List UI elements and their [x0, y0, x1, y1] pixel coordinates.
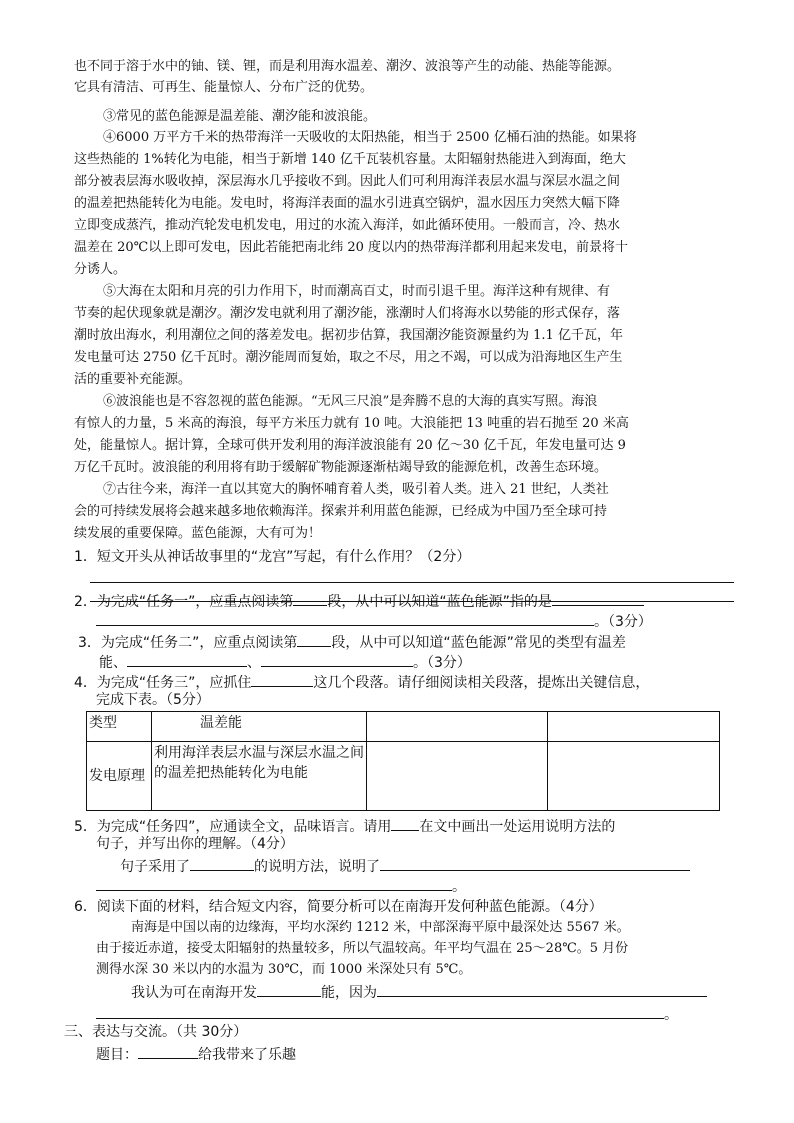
passage-line: 续发展的重要保障。蓝色能源，大有可为！: [74, 526, 322, 541]
answer-blank[interactable]: [257, 982, 321, 997]
question-5-text-d2: 的说明方法，说明了: [254, 859, 380, 875]
answer-blank[interactable]: [190, 856, 254, 871]
question-1: 1．短文开头从神话故事里的“龙宫”写起，有什么作用？（2分）: [74, 549, 471, 565]
answer-blank[interactable]: [96, 876, 452, 891]
table-cell-empty[interactable]: [548, 712, 720, 742]
answer-blank[interactable]: [293, 591, 327, 606]
table-cell-empty[interactable]: [548, 742, 720, 811]
answer-table: [86, 711, 720, 811]
answer-blank[interactable]: [391, 816, 419, 831]
passage-line: 温差在 20℃以上即可发电，因此若能把南北纬 20 度以内的热带海洋都利用起来发电，前景将十: [74, 240, 629, 255]
question-2-continued: [96, 611, 652, 631]
material-line: 测得水深 30 米以内的水温为 30℃，而 1000 米深处只有 5℃。: [96, 962, 472, 977]
question-3-text-b: 段，从中可以知道“蓝色能源”常见的类型有温差: [331, 635, 626, 651]
question-2: [74, 591, 644, 611]
answer-blank[interactable]: [127, 652, 247, 667]
paragraph-4: ④6000 万平方千米的热带海洋一天吸收的太阳热能，相当于 2500 亿桶石油的热能。如果将: [103, 130, 637, 145]
question-4-text-b: 这几个段落。请仔细阅读相关段落，提炼出关键信息，: [313, 675, 650, 691]
passage-line: 它具有清洁、可再生、能量惊人、分布广泛的优势。: [74, 80, 374, 95]
question-6-answer: [131, 982, 707, 1002]
question-6-text-b1: 我认为可在南海开发: [131, 985, 257, 1001]
question-5-text-a: 5．为完成“任务四”，应通读全文，品味语言。请用: [74, 819, 392, 835]
question-6-text-c: 。: [664, 1007, 678, 1023]
answer-blank[interactable]: [377, 982, 707, 997]
paragraph-3: ③常见的蓝色能源是温差能、潮汐能和波浪能。: [103, 109, 377, 124]
question-3-text-c3: 。（3分）: [413, 655, 471, 671]
passage-line: 潮时放出海水，利用潮位之间的落差发电。据初步估算，我国潮汐能资源量约为 1.1 亿千瓦，年: [74, 328, 623, 343]
answer-blank[interactable]: [138, 1044, 198, 1059]
question-2-text-c: 。（3分）: [594, 614, 652, 630]
essay-topic: [96, 1044, 296, 1064]
table-cell-empty[interactable]: [367, 712, 548, 742]
question-5-text-b: 在文中画出一处运用说明方法的: [419, 819, 616, 835]
essay-topic-label: 题目：: [96, 1047, 138, 1063]
question-2-text-a: 2．为完成“任务一”，应重点阅读第: [74, 594, 294, 610]
question-3-text-a: 3．为完成“任务二”，应重点阅读第: [78, 635, 298, 651]
answer-blank[interactable]: [380, 856, 690, 871]
answer-blank[interactable]: [552, 591, 644, 606]
table-header-principle: 发电原理: [87, 742, 152, 811]
question-5-text-d1: 句子采用了: [120, 859, 190, 875]
table-header-type: 类型: [87, 712, 152, 742]
question-6-text-b2: 能，因为: [321, 985, 377, 1001]
essay-topic-text: 给我带来了乐趣: [198, 1047, 296, 1063]
material-line: 由于接近赤道，接受太阳辐射的热量较多，所以气温较高。年平均气温在 25～28℃。5 月份: [96, 941, 629, 956]
passage-line: 处，能量惊人。据计算，全球可供开发利用的海洋波浪能有 20 亿～30 亿千瓦，年发电量可达 9: [74, 438, 626, 453]
question-2-text-b: 段，从中可以知道“蓝色能源”指的是: [327, 594, 552, 610]
passage-line: 活的重要补充能源。: [74, 372, 192, 387]
answer-blank[interactable]: [96, 1004, 664, 1019]
answer-blank[interactable]: [261, 652, 413, 667]
answer-blank[interactable]: [251, 672, 313, 687]
passage-line: 立即变成蒸汽，推动汽轮发电机发电，用过的水流入海洋，如此循环使用。一般而言，冷、热水: [74, 218, 621, 233]
passage-line: 节奏的起伏现象就是潮汐。潮汐发电就利用了潮汐能，涨潮时人们将海水以势能的形式保存，落: [74, 306, 621, 321]
passage-line: 发电量可达 2750 亿千瓦时。潮汐能周而复始，取之不尽，用之不竭，可以成为沿海地区生产生: [74, 350, 623, 365]
passage-line: 有惊人的力量，5 米高的海浪，每平方米压力就有 10 吨。大浪能把 13 吨重的岩石抛至 20 米高: [74, 416, 629, 431]
paragraph-5: ⑤大海在太阳和月亮的引力作用下，时而潮高百丈，时而引退千里。海洋这种有规律、有: [103, 284, 611, 299]
answer-blank[interactable]: [96, 611, 594, 626]
answer-blank[interactable]: [297, 632, 331, 647]
paragraph-6: ⑥波浪能也是不容忽视的蓝色能源。“无风三尺浪”是奔腾不息的大海的真实写照。海浪: [103, 394, 598, 409]
question-3: [78, 632, 626, 652]
material-line: 南海是中国以南的边缘海，平均水深约 1212 米，中部深海平原中最深处达 5567 米。: [131, 920, 630, 935]
passage-line: 万亿千瓦时。波浪能的利用将有助于缓解矿物能源逐渐枯竭导致的能源危机，改善生态环境。: [74, 460, 608, 475]
question-3-text-c2: 、: [247, 655, 261, 671]
question-4: [74, 672, 649, 692]
table-cell-thermal-principle: 利用海洋表层水温与深层水温之间的温差把热能转化为电能: [152, 742, 367, 811]
question-5-text-e: 。: [452, 879, 466, 895]
passage-line: 的温差把热能转化为电能。发电时，将海洋表面的温水引进真空锅炉，温水因压力突然大幅下降: [74, 196, 621, 211]
passage-line: 部分被表层海水吸收掉，深层海水几乎接收不到。因此人们可利用海洋表层水温与深层水温之间: [74, 174, 621, 189]
passage-line: 这些热能的 1%转化为电能，相当于新增 140 亿千瓦装机容量。太阳辐射热能进入到海面，绝大: [74, 152, 626, 167]
question-4-text-a: 4．为完成“任务三”，应抓住: [74, 675, 252, 691]
table-cell-thermal-type: 温差能: [152, 712, 367, 742]
paragraph-7: ⑦古往今来，海洋一直以其宽大的胸怀哺育着人类，吸引着人类。进入 21 世纪，人类社: [103, 482, 609, 497]
question-5-answer: [120, 856, 690, 876]
passage-line: 分诱人。: [74, 262, 127, 277]
question-5-answer-continued: [96, 876, 466, 896]
table-cell-empty[interactable]: [367, 742, 548, 811]
question-4-continued: 完成下表。（5分）: [96, 692, 210, 708]
question-6-answer-continued: [96, 1004, 678, 1024]
question-5: [74, 816, 615, 836]
question-3-continued: [99, 652, 471, 672]
question-3-text-c1: 能、: [99, 655, 127, 671]
question-6: 6．阅读下面的材料，结合短文内容，简要分析可以在南海开发何种蓝色能源。（4分）: [74, 899, 603, 915]
section-3-heading: 三、表达与交流。（共 30分）: [64, 1024, 248, 1040]
passage-line: 会的可持续发展将会越来越多地依赖海洋。探索并利用蓝色能源，已经成为中国乃至全球可持: [74, 504, 608, 519]
answer-line[interactable]: [90, 582, 734, 583]
passage-line: 也不同于溶于水中的铀、镁、锂，而是利用海水温差、潮汐、波浪等产生的动能、热能等能源。: [74, 59, 621, 74]
question-5-continued: 句子，并写出你的理解。（4分）: [96, 836, 294, 852]
